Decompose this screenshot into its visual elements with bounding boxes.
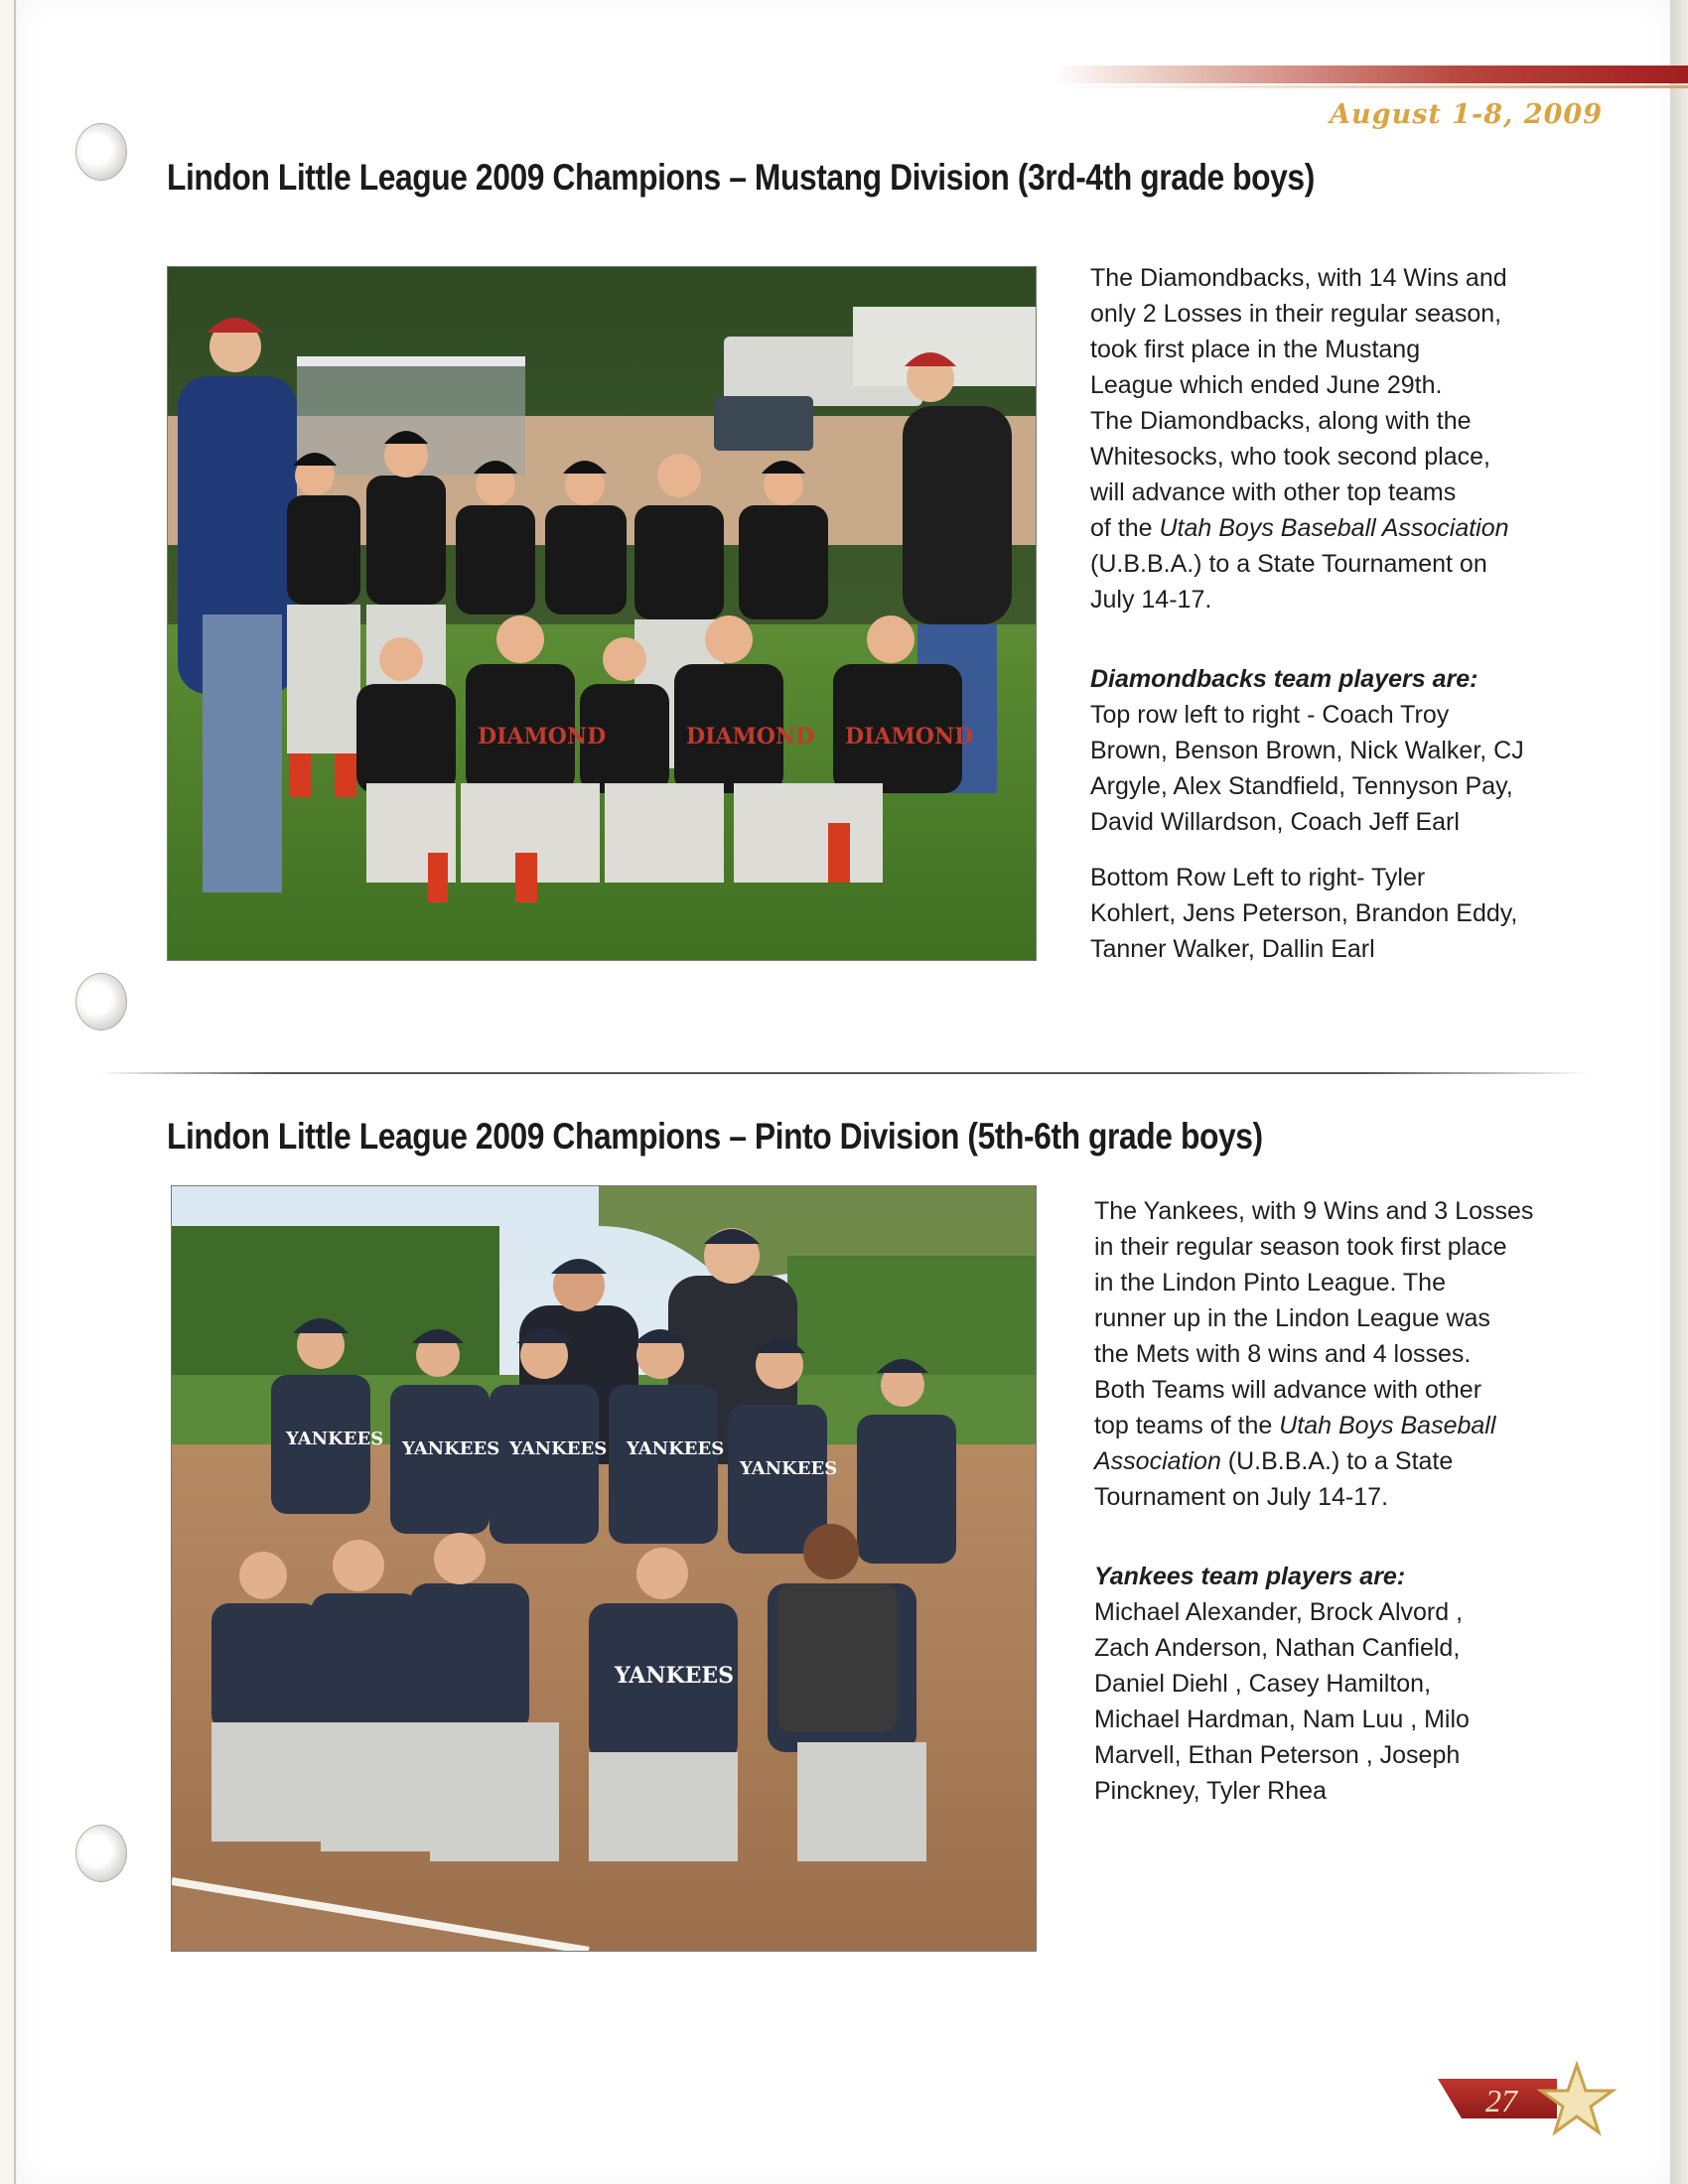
text-line: Bottom Row Left to right- Tyler [1090, 864, 1426, 891]
jersey-text: DIAMOND [686, 724, 815, 750]
jersey-text: DIAMOND [478, 724, 607, 750]
text-line: the Mets with 8 wins and 4 losses. [1094, 1340, 1472, 1368]
text-line: Argyle, Alex Standfield, Tennyson Pay, [1090, 772, 1513, 800]
text-line: Tournament on July 14-17. [1094, 1483, 1389, 1511]
mustang-section-title: Lindon Little League 2009 Champions – Mustang Division (3rd-4th grade boys) [167, 157, 1315, 198]
text-line: top teams of the [1094, 1412, 1280, 1439]
text-line: only 2 Losses in their regular season, [1090, 300, 1502, 328]
text-line: Pinckney, Tyler Rhea [1094, 1777, 1327, 1805]
text-line: Kohlert, Jens Peterson, Brandon Eddy, [1090, 899, 1518, 927]
text-line: in the Lindon Pinto League. The [1094, 1269, 1446, 1297]
binder-hole-top [75, 123, 127, 181]
mustang-copy [1090, 260, 1557, 1011]
jersey-text: YANKEES [627, 1438, 725, 1459]
jersey-text: YANKEES [740, 1458, 838, 1479]
association-name: Utah Boys Baseball Association [1159, 514, 1509, 542]
header-accent-line [1053, 85, 1688, 88]
page-edge [1670, 0, 1688, 2184]
text-line: (U.B.B.A.) to a State Tournament on [1090, 550, 1487, 578]
binder-hole-bottom [75, 1825, 127, 1882]
text-line: The Diamondbacks, along with the [1090, 407, 1472, 435]
binder-line [14, 0, 16, 2184]
pinto-section-title: Lindon Little League 2009 Champions – Pinto Division (5th-6th grade boys) [167, 1116, 1263, 1157]
text-line: The Yankees, with 9 Wins and 3 Losses [1094, 1197, 1534, 1225]
text-line: Top row left to right - Coach Troy [1090, 701, 1450, 729]
section-divider [99, 1072, 1589, 1074]
text-line: (U.B.B.A.) to a State [1220, 1447, 1454, 1475]
text-line: Tanner Walker, Dallin Earl [1090, 935, 1375, 963]
text-line: will advance with other top teams [1090, 478, 1457, 506]
yankees-players-heading: Yankees team players are: [1094, 1563, 1406, 1590]
association-name: Utah Boys Baseball [1279, 1412, 1496, 1439]
text-line: The Diamondbacks, with 14 Wins and [1090, 264, 1507, 292]
page-number: 27 [1485, 2083, 1517, 2118]
jersey-text: YANKEES [615, 1663, 735, 1689]
jersey-text: YANKEES [286, 1429, 384, 1449]
diamondbacks-players-heading: Diamondbacks team players are: [1090, 665, 1478, 693]
page-number-badge [1438, 2061, 1617, 2140]
jersey-text: YANKEES [402, 1438, 500, 1459]
yankees-team-photo [171, 1185, 1037, 1952]
text-line: Brown, Benson Brown, Nick Walker, CJ [1090, 737, 1524, 764]
text-line: David Willardson, Coach Jeff Earl [1090, 808, 1460, 836]
binder-hole-middle [75, 973, 127, 1030]
text-line: Both Teams will advance with other [1094, 1376, 1482, 1404]
text-line: took first place in the Mustang [1090, 336, 1421, 363]
star-icon [1537, 2061, 1617, 2140]
jersey-text: YANKEES [509, 1438, 608, 1459]
text-line: in their regular season took first place [1094, 1233, 1507, 1261]
association-name: Association [1094, 1447, 1221, 1475]
text-line: Daniel Diehl , Casey Hamilton, [1094, 1670, 1432, 1698]
text-line: Michael Alexander, Brock Alvord , [1094, 1598, 1464, 1626]
text-line: Michael Hardman, Nam Luu , Milo [1094, 1706, 1470, 1733]
pinto-copy [1094, 1193, 1561, 1852]
text-line: Marvell, Ethan Peterson , Joseph [1094, 1741, 1461, 1769]
text-line: July 14-17. [1090, 586, 1212, 614]
issue-date: August 1-8, 2009 [1330, 99, 1603, 130]
header-accent-bar [1053, 66, 1688, 83]
text-line: runner up in the Lindon League was [1094, 1304, 1490, 1332]
text-line: League which ended June 29th. [1090, 371, 1443, 399]
text-line: Zach Anderson, Nathan Canfield, [1094, 1634, 1461, 1662]
text-line: Whitesocks, who took second place, [1090, 443, 1490, 471]
diamondbacks-team-photo [167, 266, 1037, 961]
text-line: of the [1090, 514, 1160, 542]
jersey-text: DIAMOND [845, 724, 974, 750]
